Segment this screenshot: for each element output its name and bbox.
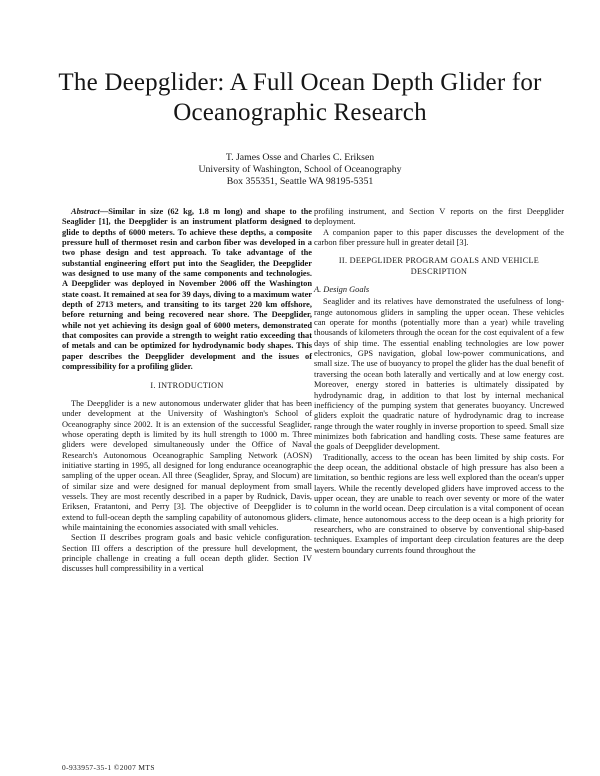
paper-title: The Deepglider: A Full Ocean Depth Glider for Oceanographic Research bbox=[58, 69, 542, 126]
subsection-heading-design-goals: A. Design Goals bbox=[314, 285, 370, 295]
intro-paragraph: Section II describes program goals and basic vehicle configuration. Section III offers a description of the pressure hull development, the principle challenge in creating a full ocean depth glider. Section IV discusses hull compressibility in a vertical bbox=[62, 533, 312, 574]
body-paragraph: Traditionally, access to the ocean has been limited by ship costs. For the deep ocean, the additional obstacle of high pressure has also been a limitation, so benthic regions are less well explored than the ocean's upper layers. While the recently developed gliders have improved access to the upper ocean, they are unable to reach over seventy or more of the water column in the world ocean. Deep circulation is a vital component of ocean climate, hence autonomous access to the deep ocean is a high priority for researchers, who are constrained to observe by conventional ship-based techniques. Examples of important deep circulation features are the deep western boundary currents found throughout the bbox=[314, 452, 564, 555]
abstract-text: —Similar in size (62 kg, 1.8 m long) and shape to the Seaglider [1], the Deepglider is an instrument platform designed to glide to depths of 6000 meters. To achieve these depths, a composite pressure hull of thermoset resin and carbon fiber was developed in a two phase design and test approach. To take advantage of the substantial engineering effort put into the Seaglider, the Deepglider was designed to use many of the same components and technologies. A Deepglider was deployed in November 2006 off the Washington state coast. It remained at sea for 39 days, diving to a maximum water depth of 2713 meters, and transiting to its target 220 km offshore, before returning and being recovered near shore. The Deepglider, while not yet achieving its design goal of 6000 meters, demonstrated that composites can provide a strength to weight ratio exceeding that of metals and can be optimized for hydrodynamic body shapes. This paper describes the Deepglider development and the issues of compressibility for a profiling glider. bbox=[62, 207, 312, 372]
abstract-lead: Abstract bbox=[71, 207, 100, 216]
author-names: T. James Osse and Charles C. Eriksen bbox=[225, 152, 375, 163]
right-column bbox=[314, 207, 564, 556]
author-address: Box 355351, Seattle WA 98195-5351 bbox=[226, 176, 374, 187]
body-paragraph: profiling instrument, and Section V reports on the first Deepglider deployment. bbox=[314, 207, 564, 227]
author-block bbox=[150, 152, 450, 188]
footer-copyright: 0-933957-35-1 ©2007 MTS bbox=[62, 763, 155, 772]
intro-paragraph: The Deepglider is a new autonomous underwater glider that has been under development at the University of Washington's School of Oceanography since 2002. It is an extension of the successful Seaglider, whose operating depth is limited by its hull strength to 1000 m. Three gliders were developed simultaneously under the Office of Naval Research's Autonomous Oceanographic Sampling Network (AOSN) initiative starting in 1995, all designed for long endurance oceanographic sampling of the upper ocean. All three (Seaglider, Spray, and Slocum) are of similar size and were designed for manual deployment from small vessels. They are most recently described in a paper by Rudnick, Davis, Eriksen, Fratantoni, and Perry [3]. The objective of Deepglider is to extend to full-ocean depth the sampling capability of autonomous gliders, while maintaining the economies associated with small vehicles. bbox=[62, 398, 312, 532]
left-column bbox=[62, 207, 312, 575]
section-heading-goals: II. DEEPGLIDER PROGRAM GOALS AND VEHICLE DESCRIPTION bbox=[338, 256, 540, 276]
author-affiliation: University of Washington, School of Oceanography bbox=[198, 164, 402, 175]
abstract bbox=[62, 207, 312, 373]
body-paragraph: A companion paper to this paper discusses the development of the carbon fiber pressure hull in greater detail [3]. bbox=[314, 227, 564, 248]
body-paragraph: Seaglider and its relatives have demonstrated the usefulness of long-range autonomous gliders in sampling the upper ocean. These vehicles can operate for months (potentially more than a year) while traveling thousands of kilometers through the ocean for the cost equivalent of a few days of ship time. The essential enabling technologies are low power electronics, GPS navigation, global low-power communications, and small size. The use of buoyancy to propel the glider has the dual benefit of traversing the ocean both laterally and vertically and at low energy cost. Moreover, energy stored in batteries is ultimately dissipated by hydrodynamic drag, in addition to that lost by internal mechanical inefficiency of the pumping system that generates buoyancy. Uncrewed gliders exploit the quadratic nature of hydrodynamic drag to increase range through the water roughly in inverse proportion to speed. Small size minimizes both fabrication and handling costs. These same features are the goals of Deepglider development. bbox=[314, 297, 564, 452]
section-heading-introduction: I. INTRODUCTION bbox=[150, 380, 224, 390]
